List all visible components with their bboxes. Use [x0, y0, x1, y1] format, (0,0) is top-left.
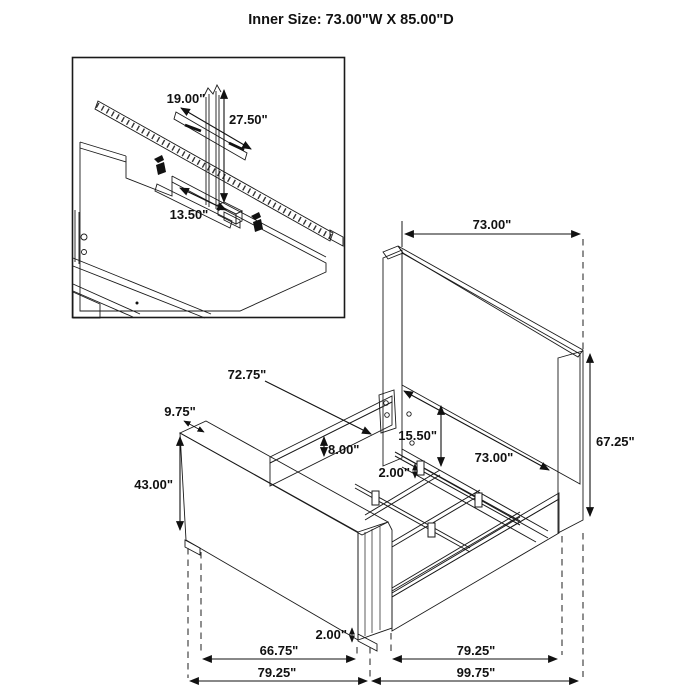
- dim-label-side-span: 79.25": [456, 643, 496, 658]
- dim-footboard-thickness: [164, 404, 204, 432]
- dim-label-overall-depth: 99.75": [456, 665, 496, 680]
- page-title: Inner Size: 73.00"W X 85.00"D: [248, 12, 454, 28]
- dim-headboard-width: [405, 217, 580, 234]
- dim-side-rail-length: [228, 367, 371, 434]
- extension-lines: [188, 221, 583, 678]
- dim-side-span: [393, 643, 557, 659]
- dim-label-headboard-width: 73.00": [472, 217, 512, 232]
- inset-clip-right: [251, 212, 263, 232]
- left-side-rail: [270, 390, 396, 486]
- footboard-end-cap: [358, 522, 392, 640]
- inset-detail-box: [73, 58, 345, 319]
- footboard-top-band: [180, 421, 388, 535]
- dim-overall-depth: [372, 665, 578, 681]
- footboard-front-face: [180, 433, 358, 640]
- rail-bracket: [379, 390, 396, 433]
- dim-footboard-height: [134, 437, 180, 530]
- dim-slat-leg-height: [379, 464, 415, 480]
- bed-isometric-art: [180, 221, 583, 678]
- dim-label-side-rail-height: 8.00": [328, 442, 360, 457]
- headboard: [383, 246, 583, 484]
- dim-headboard-height: [590, 354, 635, 516]
- dim-label-footboard-outer-width: 79.25": [257, 665, 297, 680]
- dim-footboard-foot-height: [316, 627, 352, 642]
- dim-footboard-outer-width: [190, 665, 367, 681]
- dim-label-footboard-foot-height: 2.00": [315, 627, 347, 642]
- dim-label-bracket-height: 27.50": [229, 112, 268, 127]
- right-side-rail: [392, 493, 559, 631]
- dim-label-side-rail-length: 72.75": [227, 367, 267, 382]
- headboard-right-wing: [558, 351, 583, 533]
- dim-label-footboard-inner-width: 66.75": [259, 643, 299, 658]
- dim-label-panel-clearance: 15.50": [398, 428, 437, 443]
- dim-label-inner-width: 73.00": [474, 450, 514, 465]
- dim-label-footboard-thickness: 9.75": [164, 404, 196, 419]
- dim-side-rail-height: [324, 437, 359, 457]
- dim-label-crossbar-width: 19.00": [166, 91, 206, 106]
- dim-label-headboard-height: 67.25": [596, 434, 635, 449]
- footboard-left-foot: [185, 540, 200, 555]
- inset-clip-left: [154, 155, 166, 175]
- dim-footboard-inner-width: [203, 643, 355, 659]
- dim-label-cleat-length: 13.50": [169, 207, 209, 222]
- dim-label-footboard-height: 43.00": [134, 477, 173, 492]
- inset-frame-fragments: [73, 210, 211, 318]
- dim-label-slat-leg-height: 2.00": [378, 465, 410, 480]
